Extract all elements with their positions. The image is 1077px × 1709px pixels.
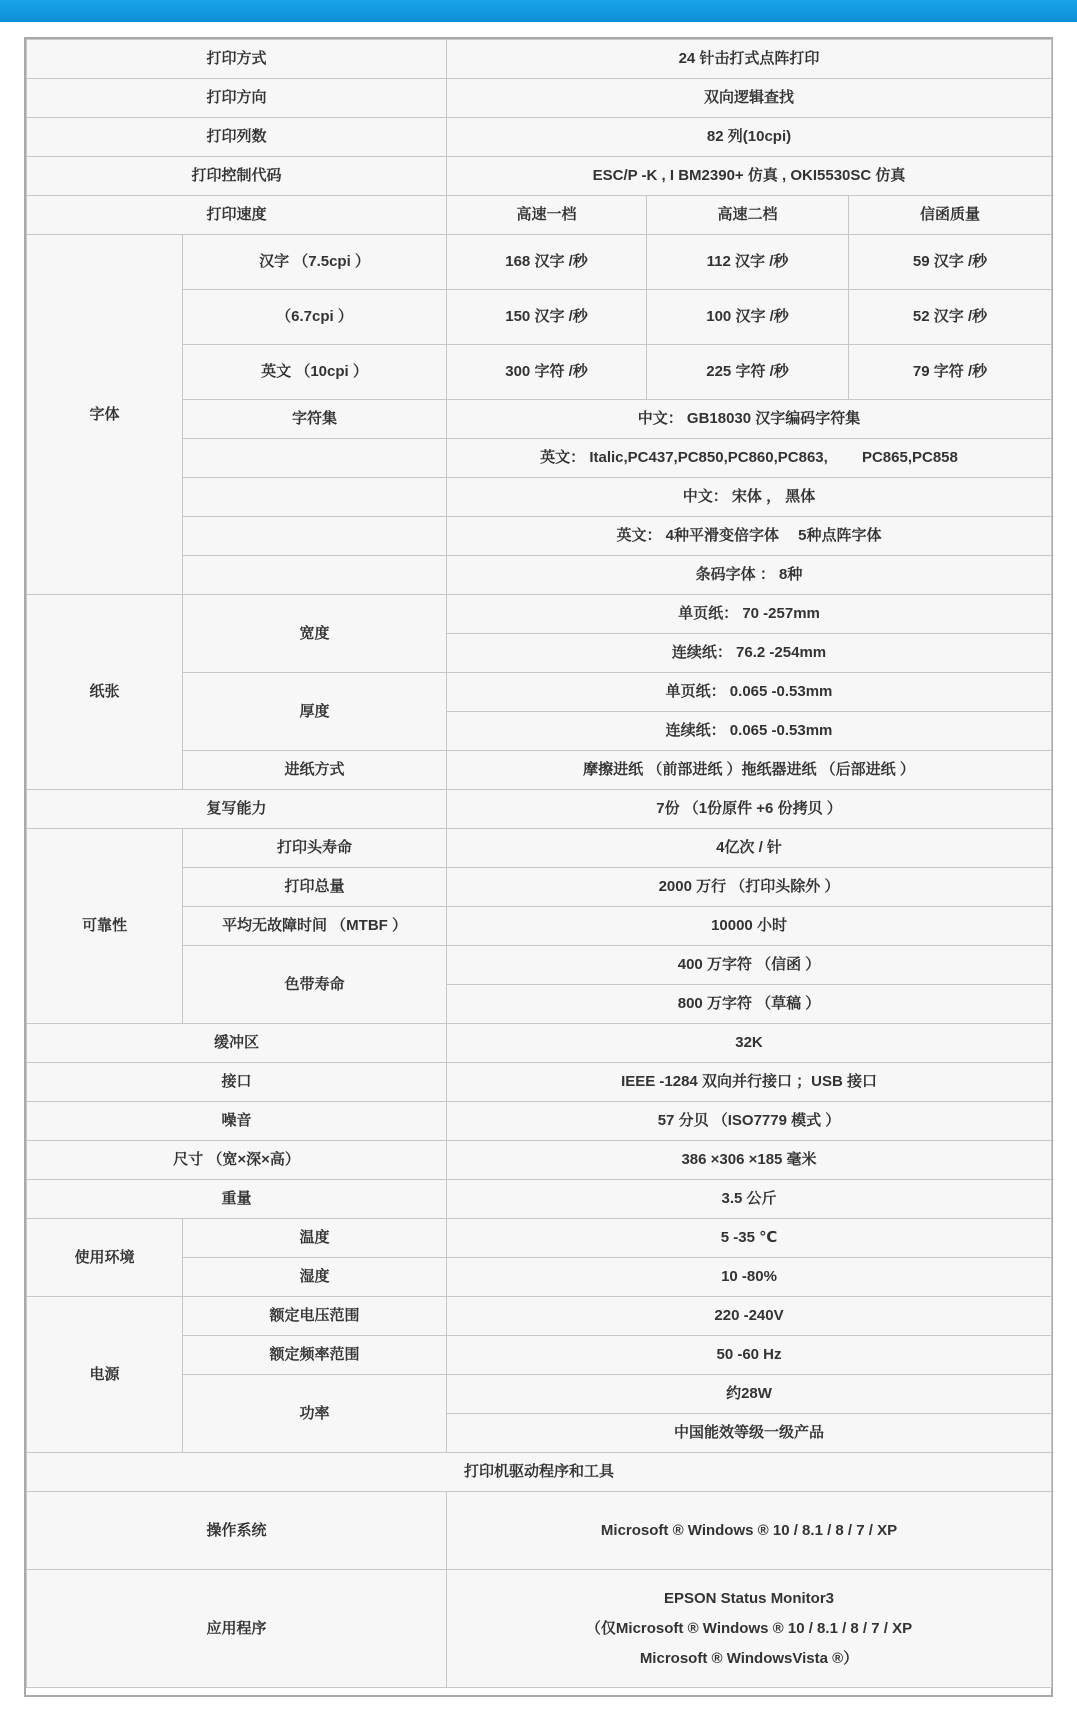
value-ribbon-letter: 400 万字符 （信函 ） bbox=[447, 946, 1052, 985]
label-size: 尺寸 （宽×深×高） bbox=[27, 1141, 447, 1180]
label-application: 应用程序 bbox=[27, 1570, 447, 1688]
app-line-3: Microsoft ® WindowsVista ®） bbox=[639, 1649, 859, 1667]
value-size: 386 ×306 ×185 毫米 bbox=[447, 1141, 1052, 1180]
row-application bbox=[27, 1570, 1052, 1688]
label-ribbon: 色带寿命 bbox=[183, 946, 447, 1024]
label-copy: 复写能力 bbox=[27, 790, 447, 829]
row-print-control bbox=[27, 157, 1052, 196]
label-paper-feed: 进纸方式 bbox=[183, 751, 447, 790]
row-print-columns bbox=[27, 118, 1052, 157]
group-environment: 使用环境 bbox=[27, 1219, 183, 1297]
label-os: 操作系统 bbox=[27, 1492, 447, 1570]
value-humidity: 10 -80% bbox=[447, 1258, 1052, 1297]
label-total: 打印总量 bbox=[183, 868, 447, 907]
font-speed-value: 79 字符 /秒 bbox=[849, 345, 1052, 400]
group-reliability: 可靠性 bbox=[27, 829, 183, 1024]
row-print-method bbox=[27, 40, 1052, 79]
label-weight: 重量 bbox=[27, 1180, 447, 1219]
row-interface bbox=[27, 1063, 1052, 1102]
row-print-direction bbox=[27, 79, 1052, 118]
value-thickness-single: 单页纸： 0.065 -0.53mm bbox=[447, 673, 1052, 712]
font-speed-value: 300 字符 /秒 bbox=[447, 345, 647, 400]
value-noise: 57 分贝 （ISO7779 模式 ） bbox=[447, 1102, 1052, 1141]
value-application bbox=[447, 1570, 1052, 1688]
row-noise bbox=[27, 1102, 1052, 1141]
value-weight: 3.5 公斤 bbox=[447, 1180, 1052, 1219]
value-print-direction: 双向逻辑查找 bbox=[447, 79, 1052, 118]
value-os: Microsoft ® Windows ® 10 / 8.1 / 8 / 7 / XP bbox=[447, 1492, 1052, 1570]
value-mtbf: 10000 小时 bbox=[447, 907, 1052, 946]
value-buffer: 32K bbox=[447, 1024, 1052, 1063]
spec-table bbox=[26, 39, 1052, 1688]
label-print-speed: 打印速度 bbox=[27, 196, 447, 235]
font-speed-value: 59 汉字 /秒 bbox=[849, 235, 1052, 290]
value-barcode: 条码字体 ： 8种 bbox=[447, 556, 1052, 595]
spec-sheet bbox=[24, 37, 1053, 1697]
drivers-heading: 打印机驱动程序和工具 bbox=[27, 1453, 1052, 1492]
value-typeface-en: 英文： 4种平滑变倍字体 5种点阵字体 bbox=[447, 517, 1052, 556]
row-weight bbox=[27, 1180, 1052, 1219]
value-print-method: 24 针击打式点阵打印 bbox=[447, 40, 1052, 79]
row-drivers-heading bbox=[27, 1453, 1052, 1492]
font-speed-label: （6.7cpi ） bbox=[183, 290, 447, 345]
empty-cell bbox=[183, 517, 447, 556]
row-copy bbox=[27, 790, 1052, 829]
row-head-life bbox=[27, 829, 1052, 868]
value-copy: 7份 （1份原件 +6 份拷贝 ） bbox=[447, 790, 1052, 829]
font-speed-label: 英文 （10cpi ） bbox=[183, 345, 447, 400]
label-head-life: 打印头寿命 bbox=[183, 829, 447, 868]
speed-col-letter: 信函质量 bbox=[849, 196, 1052, 235]
value-head-life: 4亿次 / 针 bbox=[447, 829, 1052, 868]
value-interface: IEEE -1284 双向并行接口 ；USB 接口 bbox=[447, 1063, 1052, 1102]
value-temperature: 5 -35 ℃ bbox=[447, 1219, 1052, 1258]
value-width-single: 单页纸： 70 -257mm bbox=[447, 595, 1052, 634]
label-print-method: 打印方式 bbox=[27, 40, 447, 79]
row-size bbox=[27, 1141, 1052, 1180]
label-mtbf: 平均无故障时间 （MTBF ） bbox=[183, 907, 447, 946]
value-frequency: 50 -60 Hz bbox=[447, 1336, 1052, 1375]
label-charset: 字符集 bbox=[183, 400, 447, 439]
group-power: 电源 bbox=[27, 1297, 183, 1453]
row-font-speed-1 bbox=[27, 235, 1052, 290]
value-voltage: 220 -240V bbox=[447, 1297, 1052, 1336]
speed-col-high2: 高速二档 bbox=[647, 196, 849, 235]
row-print-speed bbox=[27, 196, 1052, 235]
label-temperature: 温度 bbox=[183, 1219, 447, 1258]
font-speed-value: 52 汉字 /秒 bbox=[849, 290, 1052, 345]
font-speed-value: 112 汉字 /秒 bbox=[647, 235, 849, 290]
value-typeface-cn: 中文： 宋体 ， 黑体 bbox=[447, 478, 1052, 517]
value-energy-class: 中国能效等级一级产品 bbox=[447, 1414, 1052, 1453]
font-speed-value: 225 字符 /秒 bbox=[647, 345, 849, 400]
font-speed-value: 100 汉字 /秒 bbox=[647, 290, 849, 345]
label-voltage: 额定电压范围 bbox=[183, 1297, 447, 1336]
value-thickness-continuous: 连续纸： 0.065 -0.53mm bbox=[447, 712, 1052, 751]
value-charset-en: 英文： Italic,PC437,PC850,PC860,PC863, PC865,PC858 bbox=[447, 439, 1052, 478]
empty-cell bbox=[183, 556, 447, 595]
label-buffer: 缓冲区 bbox=[27, 1024, 447, 1063]
empty-cell bbox=[183, 439, 447, 478]
group-paper: 纸张 bbox=[27, 595, 183, 790]
label-interface: 接口 bbox=[27, 1063, 447, 1102]
label-wattage: 功率 bbox=[183, 1375, 447, 1453]
value-ribbon-draft: 800 万字符 （草稿 ） bbox=[447, 985, 1052, 1024]
value-width-continuous: 连续纸： 76.2 -254mm bbox=[447, 634, 1052, 673]
app-line-1: EPSON Status Monitor3 bbox=[664, 1589, 835, 1607]
row-buffer bbox=[27, 1024, 1052, 1063]
value-print-control: ESC/P -K , I BM2390+ 仿真 , OKI5530SC 仿真 bbox=[447, 157, 1052, 196]
row-temperature bbox=[27, 1219, 1052, 1258]
row-voltage bbox=[27, 1297, 1052, 1336]
label-print-control: 打印控制代码 bbox=[27, 157, 447, 196]
value-print-columns: 82 列(10cpi) bbox=[447, 118, 1052, 157]
top-accent-bar bbox=[0, 0, 1077, 22]
label-paper-thickness: 厚度 bbox=[183, 673, 447, 751]
value-paper-feed: 摩擦进纸 （前部进纸 ）拖纸器进纸 （后部进纸 ） bbox=[447, 751, 1052, 790]
value-charset-cn: 中文： GB18030 汉字编码字符集 bbox=[447, 400, 1052, 439]
empty-cell bbox=[183, 478, 447, 517]
font-speed-value: 168 汉字 /秒 bbox=[447, 235, 647, 290]
label-frequency: 额定频率范围 bbox=[183, 1336, 447, 1375]
label-humidity: 湿度 bbox=[183, 1258, 447, 1297]
row-os bbox=[27, 1492, 1052, 1570]
group-font: 字体 bbox=[27, 235, 183, 595]
label-paper-width: 宽度 bbox=[183, 595, 447, 673]
value-total: 2000 万行 （打印头除外 ） bbox=[447, 868, 1052, 907]
speed-col-high1: 高速一档 bbox=[447, 196, 647, 235]
value-wattage: 约28W bbox=[447, 1375, 1052, 1414]
label-noise: 噪音 bbox=[27, 1102, 447, 1141]
row-paper-width-single bbox=[27, 595, 1052, 634]
font-speed-value: 150 汉字 /秒 bbox=[447, 290, 647, 345]
label-print-direction: 打印方向 bbox=[27, 79, 447, 118]
app-line-2: （仅Microsoft ® Windows ® 10 / 8.1 / 8 / 7 / XP bbox=[585, 1619, 913, 1637]
label-print-columns: 打印列数 bbox=[27, 118, 447, 157]
font-speed-label: 汉字 （7.5cpi ） bbox=[183, 235, 447, 290]
